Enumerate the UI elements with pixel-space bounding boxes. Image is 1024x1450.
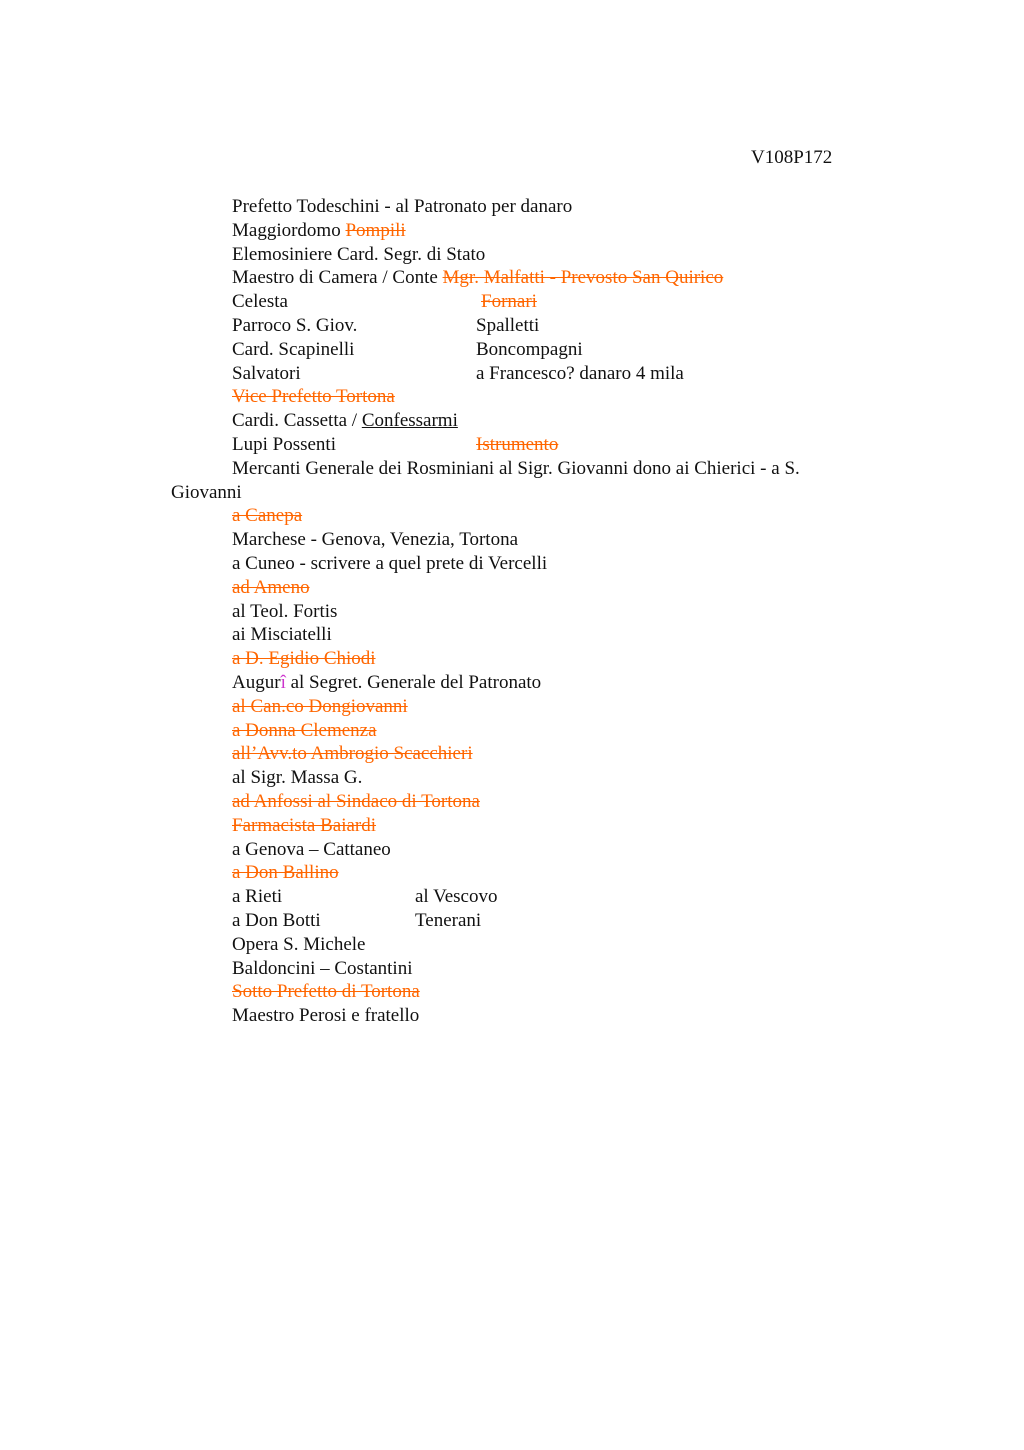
list-item: a Donna Clemenza <box>232 719 377 741</box>
list-item <box>232 338 872 362</box>
list-item <box>232 433 872 457</box>
list-item: ad Ameno <box>232 576 310 598</box>
list-item: a Don Ballino <box>232 862 339 884</box>
item-text: a Rieti <box>232 886 283 908</box>
item-text-col2: Tenerani <box>415 909 482 931</box>
list-item: al Can.co Dongiovanni <box>232 695 408 717</box>
struck-text: Fornari <box>481 291 537 313</box>
list-item <box>232 219 872 243</box>
item-text: a Don Botti <box>232 909 321 931</box>
list-item: Mercanti Generale dei Rosminiani al Sigr. Giovanni dono ai Chierici - a S. <box>232 457 800 479</box>
list-item: ai Misciatelli <box>232 624 332 646</box>
list-item: Elemosiniere Card. Segr. di Stato <box>232 243 486 265</box>
list-item: Prefetto Todeschini - al Patronato per danaro <box>232 196 573 217</box>
page-reference: V108P172 <box>751 147 833 168</box>
list-item: a Canepa <box>232 505 303 527</box>
item-text: Maestro di Camera / Conte <box>232 267 443 289</box>
list-item: Marchese - Genova, Venezia, Tortona <box>232 529 519 551</box>
list-item: a Genova – Cattaneo <box>232 838 391 860</box>
list-item <box>232 885 872 909</box>
list-item: Farmacista Baiardi <box>232 814 377 836</box>
struck-text: Istrumento <box>476 433 559 455</box>
note-list <box>171 195 872 1028</box>
item-text: al Segret. Generale del Patronato <box>285 671 542 693</box>
item-text-col2: Boncompagni <box>476 338 583 360</box>
list-item <box>232 909 872 933</box>
item-text: Cardi. Cassetta / <box>232 410 362 432</box>
underlined-text: Confessarmi <box>361 410 458 432</box>
item-text: Augur <box>232 671 281 693</box>
item-text: Parroco S. Giov. <box>232 314 358 336</box>
list-item: al Teol. Fortis <box>232 600 338 622</box>
struck-text: Mgr. Malfatti - Prevosto San Quirico <box>442 267 724 289</box>
list-item: Baldoncini – Costantini <box>232 957 413 979</box>
list-item: Opera S. Michele <box>232 933 366 955</box>
item-text: Salvatori <box>232 362 301 384</box>
item-text-col2: al Vescovo <box>415 886 498 908</box>
struck-text: Pompili <box>345 219 406 241</box>
item-text: Maggiordomo <box>232 219 346 241</box>
item-text-col2: a Francesco? danaro 4 mila <box>476 362 684 384</box>
list-item <box>232 671 872 695</box>
list-item: all’Avv.to Ambrogio Scacchieri <box>232 743 473 765</box>
list-item-continuation: Giovanni <box>171 481 242 503</box>
list-item <box>232 266 872 290</box>
inserted-char: î <box>280 671 286 693</box>
item-text: Celesta <box>232 291 288 313</box>
list-item: a Cuneo - scrivere a quel prete di Vercelli <box>232 552 548 574</box>
list-item: Maestro Perosi e fratello <box>232 1005 420 1027</box>
list-item <box>232 362 872 386</box>
list-item: a D. Egidio Chiodi <box>232 648 376 670</box>
list-item <box>232 409 872 433</box>
list-item: Sotto Prefetto di Tortona <box>232 981 420 1003</box>
list-item: al Sigr. Massa G. <box>232 767 363 789</box>
item-text-col2: Spalletti <box>476 314 540 336</box>
list-item <box>232 314 872 338</box>
item-text: Card. Scapinelli <box>232 338 355 360</box>
item-text: Lupi Possenti <box>232 433 336 455</box>
list-item: Vice Prefetto Tortona <box>232 386 395 408</box>
list-item <box>232 290 872 314</box>
list-item: ad Anfossi al Sindaco di Tortona <box>232 790 480 812</box>
